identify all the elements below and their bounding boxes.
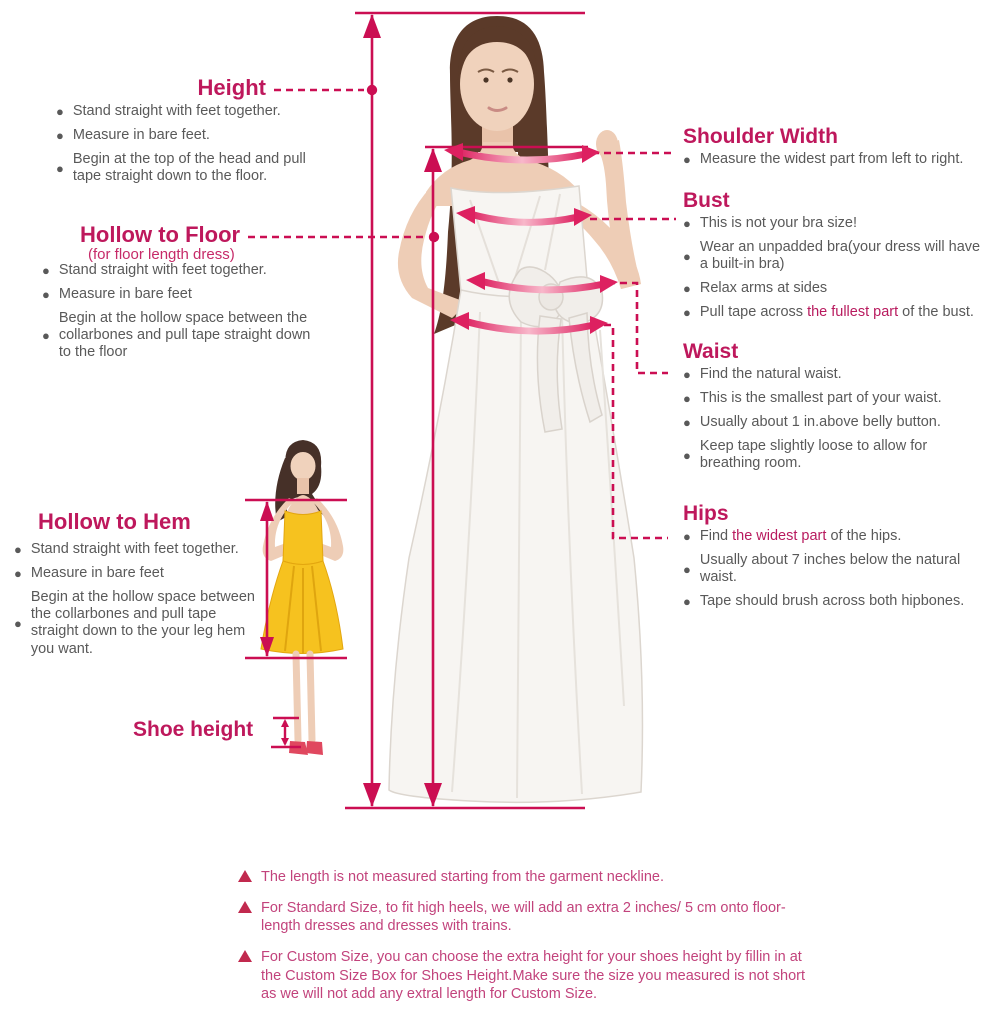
note-row — [238, 899, 818, 935]
notes-section — [238, 868, 818, 1016]
bust-title: Bust — [683, 189, 730, 212]
bullet-icon: ● — [14, 566, 22, 581]
bullet-icon: ● — [14, 615, 22, 631]
hollow-to-floor-subtitle: (for floor length dress) — [88, 246, 235, 264]
bullet-icon: ● — [14, 541, 22, 557]
waist-section — [683, 341, 985, 480]
highlighted-text: the fullest part — [807, 304, 899, 321]
list-item: ● Stand straight with feet together. — [56, 103, 281, 119]
list-item: ● Tape should brush across both hipbones. — [683, 593, 965, 610]
list-item: ● Stand straight with feet together. — [14, 541, 239, 557]
shoulder-width-section — [683, 126, 991, 175]
hollow-to-hem-title: Hollow to Hem — [38, 509, 191, 534]
main-model-illustration — [389, 16, 642, 802]
bullet-icon: ● — [683, 447, 691, 463]
bullet-icon: ● — [683, 366, 691, 382]
hips-instructions — [683, 528, 991, 610]
list-item: ● Stand straight with feet together. — [42, 262, 267, 278]
waist-instructions — [683, 366, 985, 473]
bust-instructions — [683, 215, 991, 322]
list-item: ● Relax arms at sides — [683, 280, 828, 297]
hollow-to-floor-title: Hollow to Floor — [80, 222, 241, 247]
bullet-icon: ● — [683, 594, 691, 610]
list-item: ● Usually about 7 inches below the natural waist. — [683, 552, 961, 586]
list-item: ● Begin at the top of the head and pull tape straight down to the floor. — [56, 151, 306, 185]
list-item: ● Measure in bare feet — [14, 565, 164, 582]
shoe-height-title: Shoe height — [133, 718, 254, 741]
list-item: ● Usually about 1 in.above belly button. — [683, 414, 941, 431]
note-text: The length is not measured starting from the garment neckline. — [261, 869, 664, 885]
bullet-icon: ● — [683, 561, 691, 577]
warning-triangle-icon — [238, 950, 252, 962]
bullet-icon: ● — [683, 248, 691, 264]
note-row — [238, 948, 818, 1002]
bullet-icon: ● — [56, 103, 64, 119]
bullet-icon: ● — [683, 215, 691, 231]
list-item: ● Wear an unpadded bra(your dress will have a built-in bra) — [683, 239, 981, 273]
bullet-icon: ● — [683, 281, 691, 297]
bullet-icon: ● — [683, 151, 691, 167]
bullet-icon: ● — [56, 160, 64, 176]
list-item: ● Find the natural waist. — [683, 366, 842, 383]
small-model-illustration — [261, 440, 343, 755]
list-item: ● Measure in bare feet — [42, 286, 192, 303]
bullet-icon: ● — [42, 262, 50, 278]
hollow-to-floor-header — [80, 223, 340, 264]
bust-section — [683, 190, 991, 329]
bullet-icon: ● — [683, 415, 691, 431]
hips-section — [683, 503, 991, 617]
waist-connector — [608, 283, 668, 373]
list-item: ● Begin at the hollow space between the collarbones and pull tape straight down to the floor — [42, 310, 311, 361]
warning-triangle-icon — [238, 901, 252, 913]
bullet-icon: ● — [683, 305, 691, 321]
highlighted-text: the widest part — [732, 528, 827, 545]
list-item: ● This is the smallest part of your waist. — [683, 390, 942, 407]
hips-title: Hips — [683, 502, 729, 525]
list-item: ● Measure the widest part from left to right. — [683, 151, 964, 168]
hollow-to-floor-instructions — [42, 262, 314, 369]
warning-triangle-icon — [238, 870, 252, 882]
shoulder-width-title: Shoulder Width — [683, 125, 838, 148]
bullet-icon: ● — [683, 528, 691, 544]
note-text: For Custom Size, you can choose the extra height for your shoes height by fillin in at the Custom Size Box for Shoes Height.Make sure the size you measured is not short as we will not add any extral length for Custom Size. — [261, 949, 806, 1002]
bullet-icon: ● — [42, 328, 50, 344]
bullet-icon: ● — [42, 287, 50, 302]
waist-title: Waist — [683, 340, 739, 363]
list-item: ● Pull tape across the fullest part of the bust. — [683, 304, 974, 321]
bullet-icon: ● — [56, 128, 64, 143]
list-item: ● Keep tape slightly loose to allow for breathing room. — [683, 438, 928, 472]
note-text: For Standard Size, to fit high heels, we will add an extra 2 inches/ 5 cm onto floor-length dresses and dresses with trains. — [261, 900, 786, 935]
bullet-icon: ● — [683, 391, 691, 407]
list-item: ● Begin at the hollow space between the collarbones and pull tape straight down to the your leg hem you want. — [14, 589, 255, 657]
height-title: Height — [197, 75, 266, 100]
hollow-to-hem-instructions — [14, 541, 257, 665]
shoulder-width-instructions — [683, 151, 991, 168]
list-item: ● Find the widest part of the hips. — [683, 528, 902, 545]
list-item: ● This is not your bra size! — [683, 215, 858, 232]
list-item: ● Measure in bare feet. — [56, 127, 210, 144]
note-row — [238, 868, 818, 886]
height-instructions — [56, 103, 338, 192]
